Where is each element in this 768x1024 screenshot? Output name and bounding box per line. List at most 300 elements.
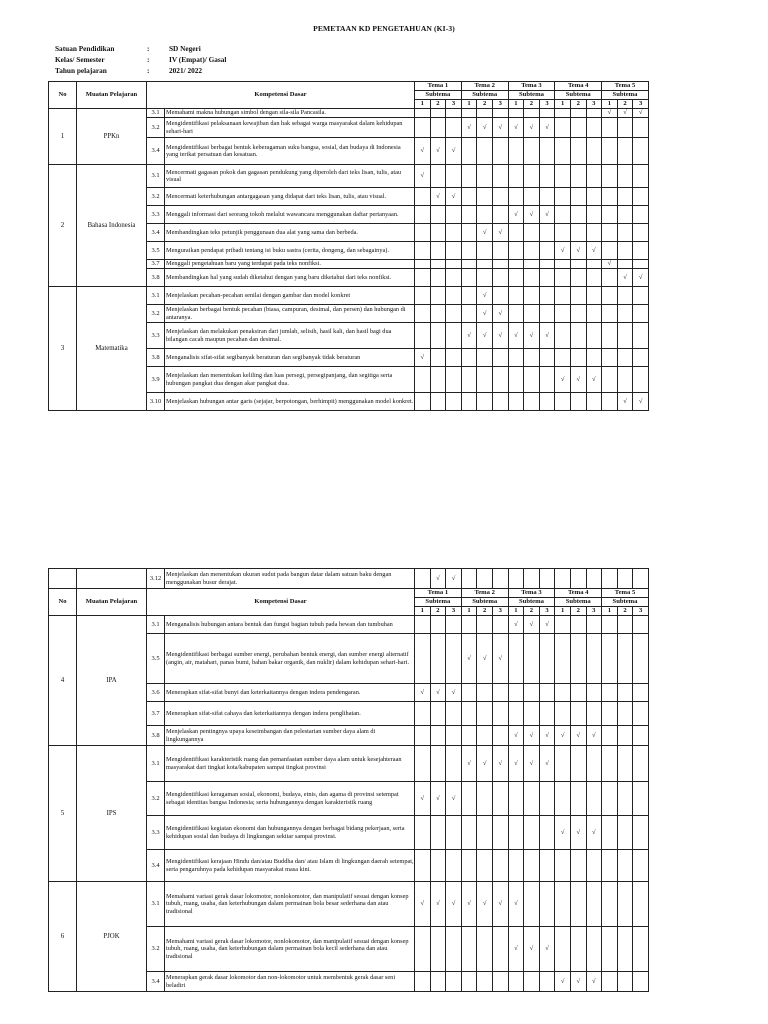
checkmark-cell: √ xyxy=(508,726,524,746)
empty-cell xyxy=(539,305,555,323)
kd-number: 3.2 xyxy=(147,118,165,138)
checkmark-cell: √ xyxy=(539,323,555,349)
checkmark-cell: √ xyxy=(477,287,493,305)
empty-cell xyxy=(461,927,477,972)
kd-number: 3.1 xyxy=(147,616,165,634)
empty-cell xyxy=(633,927,649,972)
empty-cell xyxy=(430,616,446,634)
subject-name: PJOK xyxy=(77,882,147,992)
empty-cell xyxy=(492,349,508,367)
empty-cell xyxy=(446,165,462,188)
subtema-number: 3 xyxy=(633,607,649,616)
empty-cell xyxy=(446,349,462,367)
checkmark-cell: √ xyxy=(539,206,555,224)
empty-cell xyxy=(633,972,649,992)
subtema-number: 2 xyxy=(570,607,586,616)
empty-cell xyxy=(602,569,618,589)
checkmark-cell: √ xyxy=(586,816,602,850)
empty-cell xyxy=(555,684,571,702)
empty-cell xyxy=(415,634,431,684)
empty-cell xyxy=(555,206,571,224)
checkmark-cell: √ xyxy=(446,782,462,816)
empty-cell xyxy=(415,323,431,349)
checkmark-cell: √ xyxy=(492,634,508,684)
empty-cell xyxy=(570,188,586,206)
empty-cell xyxy=(415,726,431,746)
table-row xyxy=(49,109,649,118)
checkmark-cell: √ xyxy=(570,367,586,393)
empty-cell xyxy=(508,782,524,816)
empty-cell xyxy=(617,816,633,850)
empty-cell xyxy=(430,305,446,323)
empty-cell xyxy=(461,816,477,850)
empty-cell xyxy=(602,634,618,684)
checkmark-cell: √ xyxy=(508,323,524,349)
empty-cell xyxy=(617,616,633,634)
empty-cell xyxy=(415,816,431,850)
checkmark-cell: √ xyxy=(617,393,633,411)
empty-cell xyxy=(446,323,462,349)
subtema-number: 3 xyxy=(492,607,508,616)
kd-description: Menganalisis sifat-sifat segibanyak beraturan dan segibanyak tidak beraturan xyxy=(165,349,415,367)
subtema-number: 1 xyxy=(602,100,618,109)
empty-cell xyxy=(492,816,508,850)
empty-cell xyxy=(461,109,477,118)
checkmark-cell: √ xyxy=(602,109,618,118)
empty-cell xyxy=(492,367,508,393)
empty-cell xyxy=(508,393,524,411)
empty-cell xyxy=(586,138,602,165)
empty-cell xyxy=(602,224,618,242)
page-title: PEMETAAN KD PENGETAHUAN (KI-3) xyxy=(313,24,455,33)
subtema-number: 3 xyxy=(633,100,649,109)
subtema-header: Subtema xyxy=(555,91,602,100)
empty-cell xyxy=(415,367,431,393)
empty-cell xyxy=(570,287,586,305)
checkmark-cell: √ xyxy=(602,260,618,269)
subtema-number: 1 xyxy=(415,607,431,616)
empty-cell xyxy=(477,349,493,367)
empty-cell xyxy=(602,323,618,349)
checkmark-cell: √ xyxy=(446,138,462,165)
checkmark-cell: √ xyxy=(508,927,524,972)
empty-cell xyxy=(586,118,602,138)
checkmark-cell: √ xyxy=(415,882,431,927)
kd-number: 3.4 xyxy=(147,850,165,882)
info-sep: : xyxy=(147,66,150,75)
subtema-number: 1 xyxy=(508,100,524,109)
checkmark-cell: √ xyxy=(477,882,493,927)
checkmark-cell: √ xyxy=(415,684,431,702)
empty-cell xyxy=(570,109,586,118)
empty-cell xyxy=(477,367,493,393)
empty-cell xyxy=(461,393,477,411)
empty-cell xyxy=(633,816,649,850)
empty-cell xyxy=(524,269,540,287)
empty-cell xyxy=(555,188,571,206)
empty-cell xyxy=(524,242,540,260)
empty-cell xyxy=(586,206,602,224)
empty-cell xyxy=(524,224,540,242)
checkmark-cell: √ xyxy=(430,782,446,816)
empty-cell xyxy=(430,349,446,367)
empty-cell xyxy=(539,260,555,269)
subtema-number: 2 xyxy=(477,607,493,616)
empty-cell xyxy=(461,269,477,287)
empty-cell xyxy=(524,850,540,882)
empty-cell xyxy=(477,165,493,188)
info-sep: : xyxy=(147,55,150,64)
kd-number: 3.1 xyxy=(147,109,165,118)
empty-cell xyxy=(633,349,649,367)
empty-cell xyxy=(430,367,446,393)
checkmark-cell: √ xyxy=(477,323,493,349)
empty-cell xyxy=(602,118,618,138)
checkmark-cell: √ xyxy=(415,138,431,165)
empty-cell xyxy=(570,323,586,349)
empty-cell xyxy=(446,746,462,782)
kd-number: 3.2 xyxy=(147,305,165,323)
empty-cell xyxy=(461,684,477,702)
kd-description: Mengidentifikasi kegiatan ekonomi dan hubungannya dengan berbagai bidang pekerjaan, serta kehidupan sosial dan budaya di lingkungan sekitar sampai provinsi. xyxy=(165,816,415,850)
checkmark-cell: √ xyxy=(430,684,446,702)
empty-cell xyxy=(602,816,618,850)
empty-cell xyxy=(555,305,571,323)
empty-cell xyxy=(508,684,524,702)
empty-cell xyxy=(633,305,649,323)
subject-number: 1 xyxy=(49,109,77,165)
empty-cell xyxy=(586,782,602,816)
empty-cell xyxy=(586,305,602,323)
empty-cell xyxy=(539,569,555,589)
empty-cell xyxy=(617,287,633,305)
empty-cell xyxy=(446,702,462,726)
kd-number: 3.3 xyxy=(147,206,165,224)
subtema-header: Subtema xyxy=(602,91,649,100)
table-row xyxy=(49,287,649,305)
empty-cell xyxy=(415,702,431,726)
empty-cell xyxy=(415,569,431,589)
subtema-number: 3 xyxy=(539,100,555,109)
checkmark-cell: √ xyxy=(570,726,586,746)
mapping-table-page-1 xyxy=(48,81,649,411)
empty-cell xyxy=(586,393,602,411)
subtema-number: 3 xyxy=(492,100,508,109)
tema-header: Tema 4 xyxy=(555,82,602,91)
empty-cell xyxy=(430,634,446,684)
subject-name: IPA xyxy=(77,616,147,746)
subtema-number: 3 xyxy=(539,607,555,616)
empty-cell xyxy=(477,269,493,287)
empty-cell xyxy=(492,972,508,992)
kd-description: Mengidentifikasi pelaksanaan kewajiban dan hak sebagai warga masyarakat dalam kehidupan sehari-hari xyxy=(165,118,415,138)
empty-cell xyxy=(477,569,493,589)
tema-header: Tema 5 xyxy=(602,589,649,598)
checkmark-cell: √ xyxy=(570,242,586,260)
subtema-header: Subtema xyxy=(555,598,602,607)
empty-cell xyxy=(430,816,446,850)
empty-cell xyxy=(539,165,555,188)
empty-cell xyxy=(477,702,493,726)
empty-cell xyxy=(570,206,586,224)
checkmark-cell: √ xyxy=(446,188,462,206)
checkmark-cell: √ xyxy=(492,323,508,349)
empty-cell xyxy=(524,634,540,684)
empty-cell xyxy=(430,702,446,726)
empty-cell xyxy=(415,206,431,224)
empty-cell xyxy=(539,242,555,260)
empty-cell xyxy=(555,782,571,816)
kd-description: Menjelaskan hubungan antar garis (sejajar, berpotongan, berhimpit) menggunakan model konkret. xyxy=(165,393,415,411)
empty-cell xyxy=(570,782,586,816)
column-header-kd: Kompetensi Dasar xyxy=(147,589,415,616)
empty-cell xyxy=(446,816,462,850)
empty-cell xyxy=(570,269,586,287)
empty-cell xyxy=(602,927,618,972)
empty-cell xyxy=(430,287,446,305)
empty-cell xyxy=(461,188,477,206)
empty-cell xyxy=(430,927,446,972)
kd-number: 3.8 xyxy=(147,269,165,287)
kd-description: Mengidentifikasi berbagai bentuk keberagaman suku bangsa, sosial, dan budaya di Indonesia yang terikat persatuan dan kesatuan. xyxy=(165,138,415,165)
empty-cell xyxy=(461,165,477,188)
checkmark-cell: √ xyxy=(461,746,477,782)
empty-cell xyxy=(633,118,649,138)
tema-header: Tema 3 xyxy=(508,589,555,598)
checkmark-cell: √ xyxy=(586,972,602,992)
kd-number: 3.1 xyxy=(147,746,165,782)
empty-cell xyxy=(446,367,462,393)
empty-cell xyxy=(492,188,508,206)
empty-cell xyxy=(415,260,431,269)
empty-cell xyxy=(446,224,462,242)
info-value: SD Negeri xyxy=(169,44,201,53)
subtema-number: 2 xyxy=(524,607,540,616)
empty-cell xyxy=(539,393,555,411)
empty-cell xyxy=(524,882,540,927)
checkmark-cell: √ xyxy=(461,323,477,349)
empty-cell xyxy=(633,569,649,589)
kd-number: 3.3 xyxy=(147,323,165,349)
column-header-muatan: Muatan Pelajaran xyxy=(77,82,147,109)
empty-cell xyxy=(524,972,540,992)
empty-cell xyxy=(492,260,508,269)
empty-cell xyxy=(477,109,493,118)
empty-cell xyxy=(492,684,508,702)
empty-cell xyxy=(570,349,586,367)
kd-number: 3.8 xyxy=(147,349,165,367)
empty-cell xyxy=(570,702,586,726)
checkmark-cell: √ xyxy=(477,305,493,323)
empty-cell xyxy=(461,242,477,260)
kd-number: 3.8 xyxy=(147,726,165,746)
checkmark-cell: √ xyxy=(586,242,602,260)
empty-cell xyxy=(617,242,633,260)
empty-cell xyxy=(602,972,618,992)
empty-cell xyxy=(415,746,431,782)
subtema-number: 1 xyxy=(555,607,571,616)
empty-cell xyxy=(430,165,446,188)
kd-number: 3.4 xyxy=(147,972,165,992)
empty-cell xyxy=(524,305,540,323)
kd-description: Mengidentifikasi keragaman sosial, ekonomi, budaya, etnis, dan agama di provinsi setempat sebagai identitas bangsa Indonesia; serta hubungannya dengan karakteristik ruang xyxy=(165,782,415,816)
empty-cell xyxy=(430,746,446,782)
checkmark-cell: √ xyxy=(430,882,446,927)
empty-cell xyxy=(586,260,602,269)
empty-cell xyxy=(461,569,477,589)
checkmark-cell: √ xyxy=(586,726,602,746)
empty-cell xyxy=(633,367,649,393)
empty-cell xyxy=(570,118,586,138)
empty-cell xyxy=(539,816,555,850)
empty-cell xyxy=(415,269,431,287)
subject-number: 3 xyxy=(49,287,77,411)
empty-cell xyxy=(524,367,540,393)
empty-cell xyxy=(446,118,462,138)
empty-cell xyxy=(602,726,618,746)
empty-cell xyxy=(570,393,586,411)
empty-cell xyxy=(461,138,477,165)
empty-cell xyxy=(539,972,555,992)
checkmark-cell: √ xyxy=(633,393,649,411)
empty-cell xyxy=(555,746,571,782)
empty-cell xyxy=(539,782,555,816)
checkmark-cell: √ xyxy=(570,972,586,992)
empty-cell xyxy=(492,393,508,411)
empty-cell xyxy=(555,138,571,165)
empty-cell xyxy=(617,260,633,269)
kd-description: Menerapkan sifat-sifat cahaya dan keterkaitannya dengan indera penglihatan. xyxy=(165,702,415,726)
checkmark-cell: √ xyxy=(492,224,508,242)
empty-cell xyxy=(586,165,602,188)
empty-cell xyxy=(508,850,524,882)
empty-cell xyxy=(539,269,555,287)
empty-cell xyxy=(539,850,555,882)
empty-cell xyxy=(602,684,618,702)
empty-cell xyxy=(586,109,602,118)
kd-number: 3.9 xyxy=(147,367,165,393)
info-value: IV (Empat)/ Gasal xyxy=(169,55,227,64)
kd-description: Menjelaskan dan menentukan keliling dan luas persegi, persegipanjang, dan segitiga serta hubungan pangkat dua dengan akar pangkat dua. xyxy=(165,367,415,393)
empty-cell xyxy=(461,367,477,393)
subtema-number: 2 xyxy=(430,100,446,109)
subtema-number: 3 xyxy=(586,100,602,109)
empty-cell xyxy=(602,616,618,634)
kd-description: Mengidentifikasi berbagai sumber energi, perubahan bentuk energi, dan sumber energi alternatif (angin, air, matahari, panas bumi, bahan bakar organik, dan nuklir) dalam kehidupan sehari-hari. xyxy=(165,634,415,684)
empty-cell xyxy=(555,927,571,972)
empty-cell xyxy=(415,188,431,206)
checkmark-cell: √ xyxy=(477,224,493,242)
checkmark-cell: √ xyxy=(524,616,540,634)
empty-cell xyxy=(602,367,618,393)
empty-cell xyxy=(586,702,602,726)
empty-cell xyxy=(430,972,446,992)
empty-cell xyxy=(492,782,508,816)
empty-cell xyxy=(633,684,649,702)
empty-cell xyxy=(555,616,571,634)
empty-cell xyxy=(539,367,555,393)
empty-cell xyxy=(617,118,633,138)
empty-cell xyxy=(617,349,633,367)
empty-cell xyxy=(415,927,431,972)
empty-cell xyxy=(477,927,493,972)
empty-cell xyxy=(570,569,586,589)
empty-cell xyxy=(617,726,633,746)
checkmark-cell: √ xyxy=(415,782,431,816)
column-header-no: No xyxy=(49,589,77,616)
empty-cell xyxy=(446,393,462,411)
empty-cell xyxy=(508,224,524,242)
empty-cell xyxy=(415,305,431,323)
empty-cell xyxy=(617,188,633,206)
empty-cell xyxy=(492,850,508,882)
kd-number: 3.4 xyxy=(147,138,165,165)
empty-cell xyxy=(430,109,446,118)
checkmark-cell: √ xyxy=(477,634,493,684)
subtema-header: Subtema xyxy=(415,91,462,100)
empty-cell xyxy=(602,269,618,287)
checkmark-cell: √ xyxy=(508,118,524,138)
empty-cell xyxy=(492,242,508,260)
empty-cell xyxy=(570,616,586,634)
checkmark-cell: √ xyxy=(492,305,508,323)
empty-cell xyxy=(633,224,649,242)
kd-description: Menguraikan pendapat pribadi tentang isi buku sastra (cerita, dongeng, dan sebagainya). xyxy=(165,242,415,260)
empty-cell xyxy=(430,850,446,882)
empty-cell xyxy=(617,702,633,726)
empty-cell xyxy=(430,118,446,138)
empty-cell xyxy=(446,206,462,224)
empty-cell xyxy=(633,850,649,882)
empty-cell xyxy=(633,260,649,269)
kd-number: 3.2 xyxy=(147,927,165,972)
empty-cell xyxy=(586,746,602,782)
empty-cell xyxy=(446,616,462,634)
checkmark-cell: √ xyxy=(415,349,431,367)
empty-cell xyxy=(430,323,446,349)
empty-cell xyxy=(570,746,586,782)
empty-cell xyxy=(508,569,524,589)
empty-cell xyxy=(586,269,602,287)
empty-cell xyxy=(586,287,602,305)
empty-cell xyxy=(492,138,508,165)
subtema-number: 1 xyxy=(602,607,618,616)
empty-cell xyxy=(602,702,618,726)
empty-cell xyxy=(446,269,462,287)
info-value: 2021/ 2022 xyxy=(169,66,203,75)
kd-description: Menganalisis hubungan antara bentuk dan fungsi bagian tubuh pada hewan dan tumbuhan xyxy=(165,616,415,634)
empty-cell xyxy=(430,224,446,242)
empty-cell xyxy=(617,882,633,927)
empty-cell xyxy=(539,349,555,367)
checkmark-cell: √ xyxy=(617,109,633,118)
checkmark-cell: √ xyxy=(446,569,462,589)
empty-cell xyxy=(633,616,649,634)
empty-cell xyxy=(586,224,602,242)
subtema-number: 2 xyxy=(617,100,633,109)
empty-cell xyxy=(508,349,524,367)
kd-number: 3.1 xyxy=(147,165,165,188)
tema-header: Tema 2 xyxy=(461,82,508,91)
empty-cell xyxy=(461,726,477,746)
empty-cell xyxy=(617,634,633,684)
checkmark-cell: √ xyxy=(555,816,571,850)
empty-cell xyxy=(461,782,477,816)
empty-cell xyxy=(570,305,586,323)
empty-cell xyxy=(555,349,571,367)
empty-cell xyxy=(446,287,462,305)
empty-cell xyxy=(586,323,602,349)
